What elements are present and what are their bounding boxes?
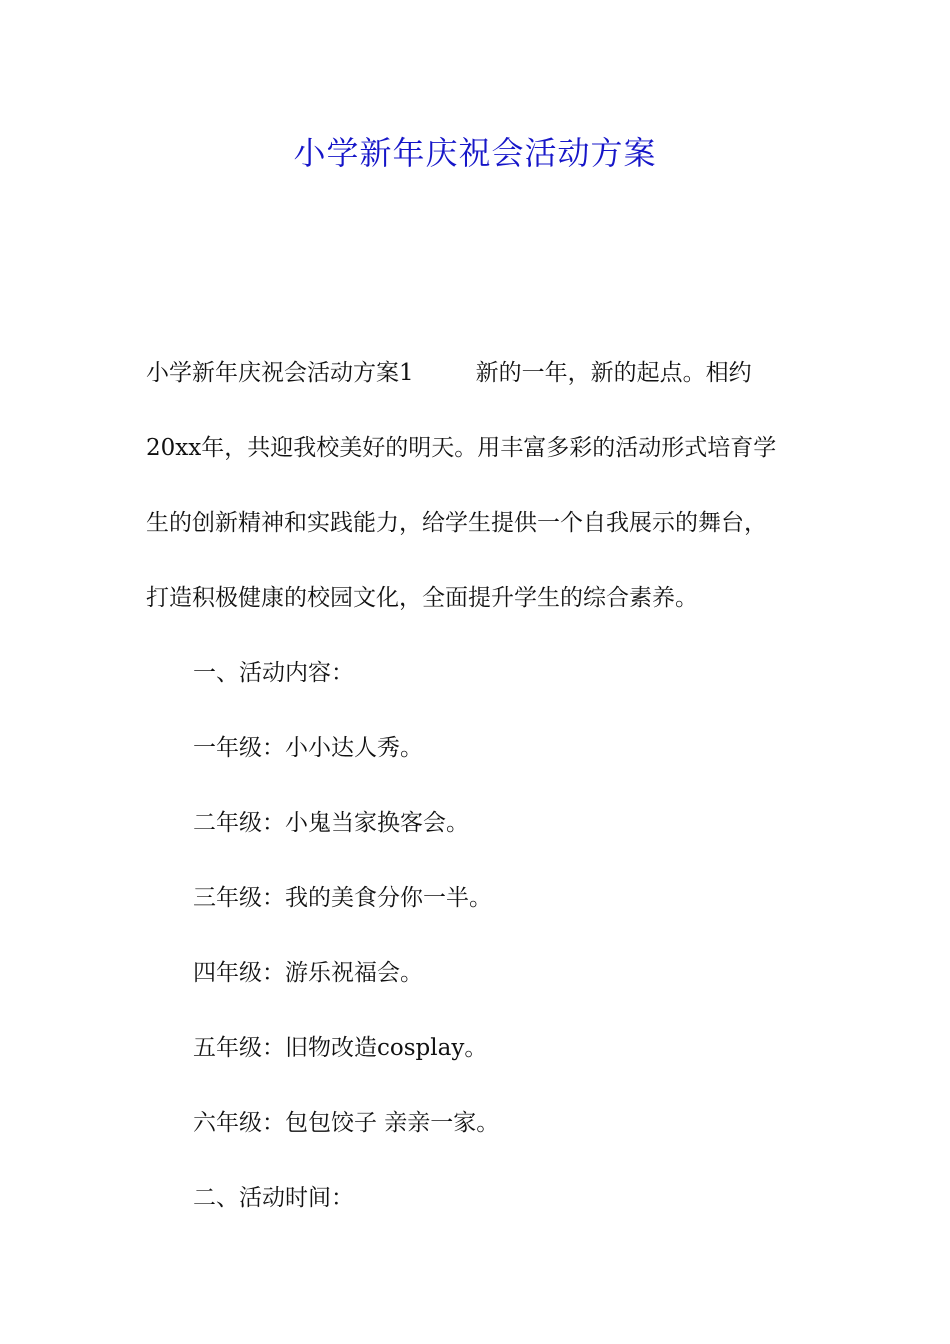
grade-item-1: 一年级：小小达人秀。 [193, 735, 423, 761]
intro-line-3: 生的创新精神和实践能力，给学生提供一个自我展示的舞台， [146, 510, 767, 536]
intro-line-4: 打造积极健康的校园文化，全面提升学生的综合素养。 [146, 585, 698, 611]
section-heading-time: 二、活动时间： [193, 1185, 354, 1211]
document-body [146, 336, 806, 1236]
intro-heading: 小学新年庆祝会活动方案1 [146, 360, 414, 386]
grade-item-2: 二年级：小鬼当家换客会。 [193, 810, 469, 836]
intro-text-start: 新的一年，新的起点。相约 [475, 360, 752, 386]
grade-item-4: 四年级：游乐祝福会。 [193, 960, 423, 986]
grade-item-3: 三年级：我的美食分你一半。 [193, 885, 492, 911]
grade-item-6: 六年级：包包饺子 亲亲一家。 [193, 1110, 500, 1136]
intro-line-1 [146, 336, 806, 411]
intro-line-2: 20xx年，共迎我校美好的明天。用丰富多彩的活动形式培育学 [146, 435, 777, 461]
section-heading-activities: 一、活动内容： [193, 660, 354, 686]
grade-item-5: 五年级：旧物改造cosplay。 [193, 1035, 488, 1061]
document-title: 小学新年庆祝会活动方案 [293, 134, 657, 172]
